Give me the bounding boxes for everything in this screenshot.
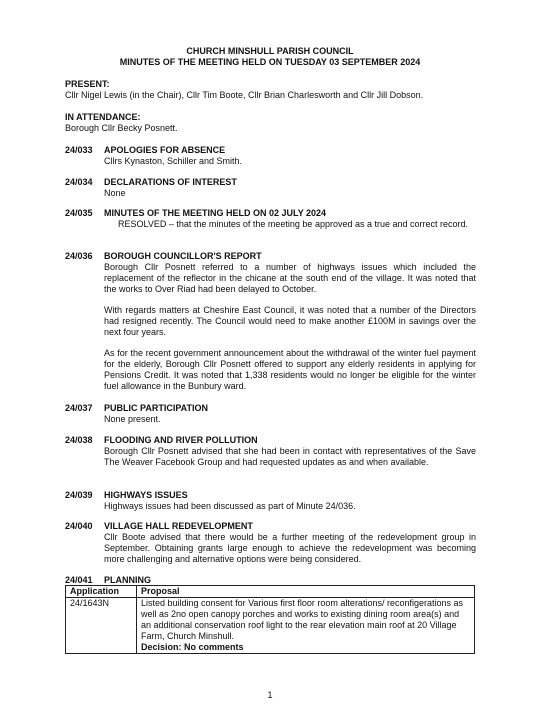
council-title: CHURCH MINSHULL PARISH COUNCIL [186, 46, 354, 56]
column-header: Proposal [137, 586, 475, 598]
item-number: 24/041 [65, 575, 93, 585]
item-title: HIGHWAYS ISSUES [104, 490, 188, 500]
attendance-section [65, 112, 480, 134]
item-paragraph: None [104, 188, 126, 198]
item-paragraph: RESOLVED – that the minutes of the meeting be approved as a true and correct record. [118, 219, 469, 229]
proposal-cell [137, 598, 475, 654]
item-title: VILLAGE HALL REDEVELOPMENT [104, 521, 253, 531]
item-title: MINUTES OF THE MEETING HELD ON 02 JULY 2024 [104, 208, 327, 218]
minute-item [104, 251, 476, 392]
present-heading: PRESENT: [65, 79, 110, 89]
attendance-heading: IN ATTENDANCE: [65, 112, 141, 122]
item-paragraph: None present. [104, 414, 161, 424]
item-paragraph: With regards matters at Cheshire East Council, it was noted that a number of the Directors had resigned recently. The Council would need to make another £100M in savings over the next four years. [104, 305, 476, 337]
application-number: 24/1643N [66, 598, 137, 654]
item-title: APOLOGIES FOR ABSENCE [104, 145, 226, 155]
item-number: 24/039 [65, 490, 93, 500]
minute-item [104, 521, 476, 565]
page-number: 1 [267, 690, 273, 700]
minute-item [104, 208, 476, 230]
item-title: FLOODING AND RIVER POLLUTION [104, 435, 258, 445]
item-number: 24/037 [65, 403, 93, 413]
minute-item [104, 403, 476, 425]
proposal-text: Listed building consent for Various first floor room alterations/ reconfigerations as well as 2no open canopy porches and works to existing dining room area(s) and an additional conservation roof light to the rear elevation main roof at 20 Village Farm, Church Minshull. [141, 598, 463, 641]
item-paragraph: Highways issues had been discussed as part of Minute 24/036. [104, 501, 356, 511]
item-title: PLANNING [104, 575, 151, 585]
item-number: 24/034 [65, 177, 93, 187]
minute-item [104, 435, 476, 468]
table-header-row [66, 586, 475, 598]
item-number: 24/038 [65, 435, 93, 445]
item-title: PUBLIC PARTICIPATION [104, 403, 208, 413]
item-number: 24/040 [65, 521, 93, 531]
planning-table [65, 585, 475, 654]
item-number: 24/033 [65, 145, 93, 155]
minute-item [104, 177, 476, 199]
item-paragraph: Borough Cllr Posnett referred to a number of highways issues which included the replacement of the reflector in the chicane at the south end of the village. It was noted that the works to Over Riad had been delayed to October. [104, 262, 476, 294]
attendance-text: Borough Cllr Becky Posnett. [65, 123, 178, 133]
item-number: 24/036 [65, 251, 93, 261]
item-paragraph: Cllr Boote advised that there would be a further meeting of the redevelopment group in September. Obtaining grants large enough to achieve the redevelopment was becoming more challenging and alternative options were being considered. [104, 532, 476, 564]
present-section [65, 79, 480, 101]
item-title: DECLARATIONS OF INTEREST [104, 177, 237, 187]
table-row [66, 598, 475, 654]
decision-text: Decision: No comments [141, 642, 244, 652]
item-title: BOROUGH COUNCILLOR'S REPORT [104, 251, 262, 261]
present-text: Cllr Nigel Lewis (in the Chair), Cllr Tim Boote, Cllr Brian Charlesworth and Cllr Jill Dobson. [65, 90, 424, 100]
column-header: Application [66, 586, 137, 598]
minutes-title: MINUTES OF THE MEETING HELD ON TUESDAY 03 SEPTEMBER 2024 [119, 57, 421, 67]
item-paragraph: As for the recent government announcement about the withdrawal of the winter fuel payment for the elderly, Borough Cllr Posnett offered to support any elderly residents in applying for Pensions Credit. It was noted that 1,338 residents would no longer be eligible for the winter fuel allowance in the Bunbury ward. [104, 348, 476, 391]
item-number: 24/035 [65, 208, 93, 218]
item-paragraph: Borough Cllr Posnett advised that she had been in contact with representatives of the Save The Weaver Facebook Group and had requested updates as and when available. [104, 446, 476, 467]
minute-item [104, 490, 476, 512]
minute-item [104, 145, 476, 167]
item-paragraph: Cllrs Kynaston, Schiller and Smith. [104, 156, 243, 166]
